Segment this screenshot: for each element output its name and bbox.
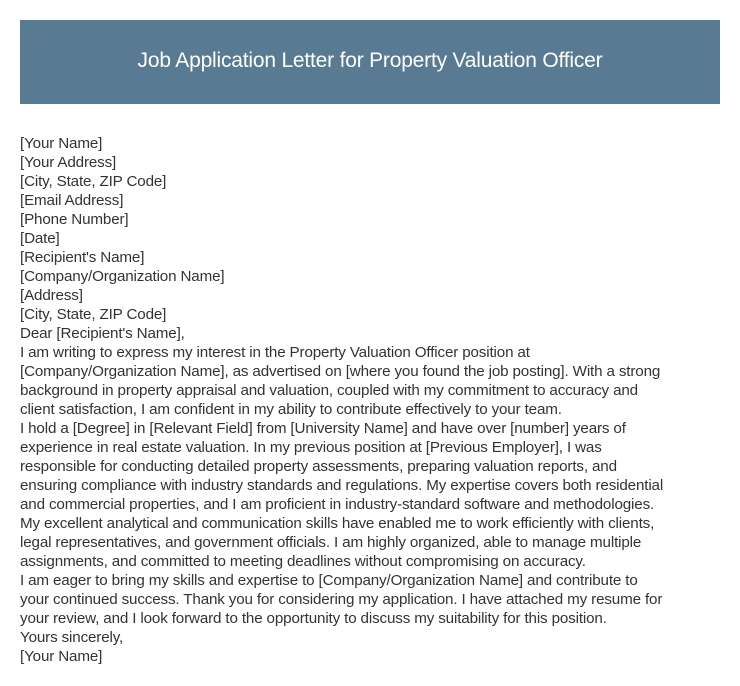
paragraph-line: and commercial properties, and I am proficient in industry-standard software and methodologies. (20, 496, 655, 513)
closing: Yours sincerely, (20, 629, 124, 646)
paragraph-closing (20, 571, 722, 628)
paragraph-line: legal representatives, and government officials. I am highly organized, able to manage multiple (20, 534, 642, 551)
sender-email: [Email Address] (20, 192, 124, 209)
recipient-company: [Company/Organization Name] (20, 268, 225, 285)
sender-city-state-zip: [City, State, ZIP Code] (20, 173, 167, 190)
page-title: Job Application Letter for Property Valuation Officer (137, 49, 603, 72)
recipient-address: [Address] (20, 287, 83, 304)
sender-address: [Your Address] (20, 154, 117, 171)
recipient-block (20, 248, 722, 324)
paragraph-line: client satisfaction, I am confident in my ability to contribute effectively to your team. (20, 401, 562, 418)
paragraph-line: assignments, and committed to meeting deadlines without compromising on accuracy. (20, 553, 586, 570)
recipient-city-state-zip: [City, State, ZIP Code] (20, 306, 167, 323)
letter-date: [Date] (20, 230, 60, 247)
paragraph-line: ensuring compliance with industry standards and regulations. My expertise covers both residential (20, 477, 664, 494)
sender-phone: [Phone Number] (20, 211, 129, 228)
salutation: Dear [Recipient's Name], (20, 325, 185, 342)
paragraph-line: background in property appraisal and valuation, coupled with my commitment to accuracy and (20, 382, 638, 399)
paragraph-line: I hold a [Degree] in [Relevant Field] from [University Name] and have over [number] years of (20, 420, 626, 437)
sender-block (20, 134, 722, 229)
paragraph-intro (20, 343, 722, 419)
paragraph-line: My excellent analytical and communication skills have enabled me to work efficiently with clients, (20, 515, 655, 532)
document-header (20, 20, 720, 104)
recipient-name: [Recipient's Name] (20, 249, 145, 266)
paragraph-line: your continued success. Thank you for considering my application. I have attached my resume for (20, 591, 663, 608)
paragraph-line: I am writing to express my interest in the Property Valuation Officer position at (20, 344, 530, 361)
paragraph-line: your review, and I look forward to the opportunity to discuss my suitability for this position. (20, 610, 607, 627)
paragraph-experience (20, 419, 722, 571)
paragraph-line: experience in real estate valuation. In my previous position at [Previous Employer], I was (20, 439, 602, 456)
paragraph-line: I am eager to bring my skills and expertise to [Company/Organization Name] and contribute to (20, 572, 638, 589)
paragraph-line: responsible for conducting detailed property assessments, preparing valuation reports, and (20, 458, 617, 475)
sender-name: [Your Name] (20, 135, 103, 152)
paragraph-line: [Company/Organization Name], as advertised on [where you found the job posting]. With a strong (20, 363, 661, 380)
signature: [Your Name] (20, 648, 103, 665)
letter-body (20, 134, 722, 666)
